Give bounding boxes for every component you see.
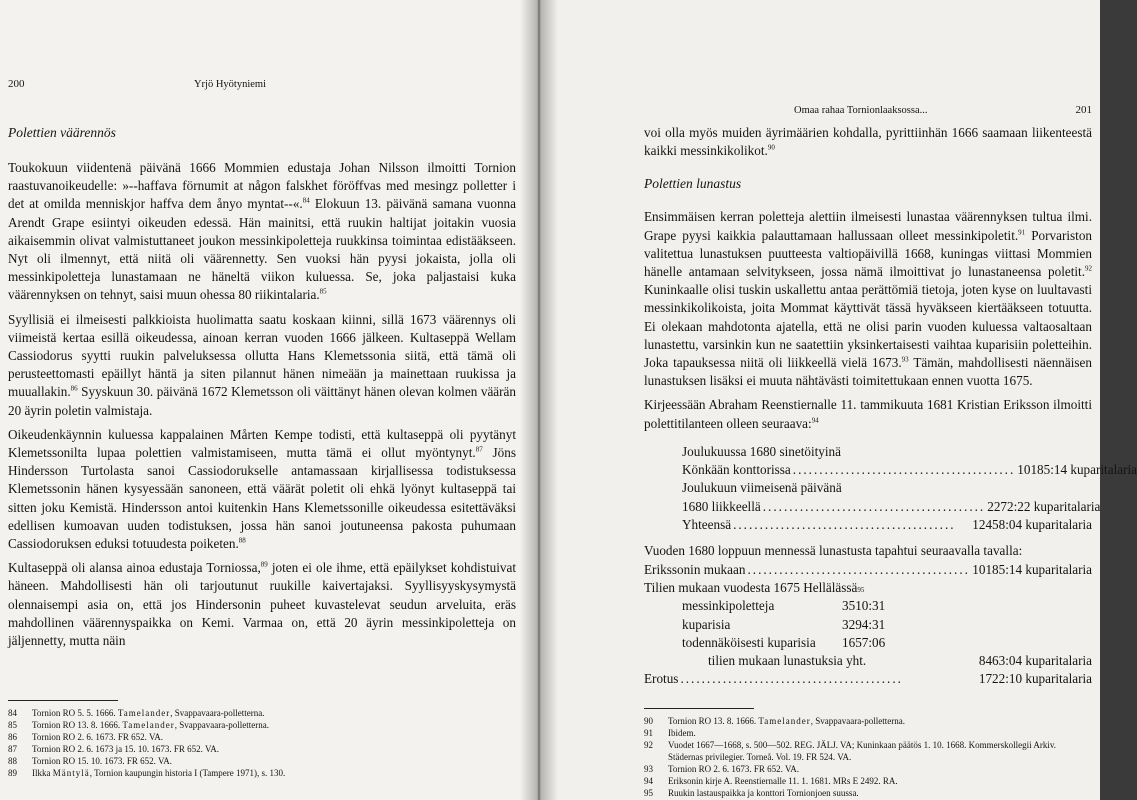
text-run: Elokuun 13. päivänä samana vuonna Arendt Grape esiintyi oikeuden edessä. Hän mainitsi, että ruukin haltijat joitakin vuosia aikaisemmin olivat valmistuttaneet joukon messinkipoletteja ruukkinsa toimintaa edistääkseen. Nyt oli ilmennyt, että niitä oli väärennetty. Sen vuoksi hän pyysi jokaista, jolla oli messinkipoletteja lunastamaan ne häneltä viikon kuluessa. Se, joka paljastaisi kuka väärennyksen on tehnyt, saisi muun ohessa 80 riikintalaria. [8, 196, 517, 303]
text-run: Tornion RO 2. 6. 1673. FR 652. VA. [668, 764, 800, 774]
footnote [644, 787, 1080, 799]
paragraph [644, 124, 1092, 160]
leader-dots: .......................................... [680, 671, 903, 687]
footnote-number: 88 [8, 756, 17, 766]
footnote-number: 94 [644, 776, 653, 786]
ledger-value: 10185:14 kuparitalaria [1017, 462, 1137, 478]
ledger-line [644, 670, 1092, 688]
ledger-label: tilien mukaan lunastuksia yht. [708, 653, 867, 669]
ledger-line [644, 461, 1137, 479]
leader-dots: .......................................... [762, 498, 986, 514]
footnote-number: 92 [644, 740, 653, 750]
footnote [8, 743, 516, 755]
ledger-2 [644, 542, 1092, 688]
text-run: , Tornion kaupungin historia I (Tampere 1971), s. 130. [89, 768, 286, 778]
ledger-line: Tilien mukaan vuodesta 1675 Hellälässä 95 [644, 579, 1092, 597]
text-run: Ruukin lastauspaikka ja konttori Tornionjoen suussa. [668, 788, 859, 798]
footnote-ref[interactable]: 89 [260, 560, 268, 569]
ledger-value: 3294:31 [842, 616, 886, 632]
footnote-ref[interactable]: 91 [1018, 228, 1026, 237]
footnote-number: 89 [8, 768, 17, 778]
ledger-line [644, 516, 1092, 534]
ledger-label: 1680 liikkeellä [682, 498, 761, 514]
text-run: Ibidem. [668, 728, 696, 738]
text-run: Tornion RO 13. 8. 1666. [32, 720, 123, 730]
footnote-ref[interactable]: 90 [767, 143, 775, 152]
footnote-text [668, 775, 898, 787]
footnote-number: 85 [8, 720, 17, 730]
footnote-ref[interactable]: 86 [70, 385, 78, 394]
left-page-number: 200 [8, 78, 25, 90]
text-run: Jöns Hindersson Turtolasta sanoi Cassiodorukselle antamassaan kirjallisessa todistuksessa Klemetssonin hänen kysyessään sanoneen, että väärät poletit oli ehkä lyönyt kultaseppä tai sitten joku Kemistä. Hindersson antoi kuitenkin Hans Klemetssonille oikeudessa esitettäväksi edellisen kumoavan uuden todistuksen, jossa hän sanoi joutuneensa pakosta puhumaan Cassiodoruksen eduksi totuudesta poiketen. [8, 445, 516, 552]
ledger-line [644, 542, 1092, 560]
right-page [538, 0, 1137, 800]
spaced-author-name: Mäntylä [52, 768, 90, 778]
ledger-label: Yhteensä [682, 517, 732, 533]
ledger-subrow [644, 597, 1092, 615]
left-section-title: Polettien väärennös [8, 125, 116, 140]
ledger-text: Vuoden 1680 loppuun mennessä lunastusta tapahtui seuraavalla tavalla: [644, 543, 1023, 559]
text-run: Ilkka [32, 768, 53, 778]
text-run: Eriksonin kirje A. Reenstiernalle 11. 1. 1681. MRs E 2492. RA. [668, 776, 898, 786]
spaced-author-name: Tamelander [122, 720, 175, 730]
right-page-number: 201 [1075, 104, 1092, 116]
footnote-number: 84 [8, 708, 17, 718]
footnote-number: 93 [644, 764, 653, 774]
text-run: Kirjeessään Abraham Reenstiernalle 11. tammikuuta 1681 Kristian Eriksson ilmoitti polettitilanteen olleen seuraava: [644, 397, 1092, 431]
ledger-value: 8463:04 kuparitalaria [978, 653, 1092, 669]
ledger-label: kuparisia [682, 616, 731, 632]
right-body-text [644, 208, 1092, 432]
right-lead-paragraph [644, 124, 1092, 160]
ledger-subrow [644, 634, 1092, 652]
footnote [644, 727, 1080, 739]
ledger-label: todennäköisesti kuparisia [682, 634, 816, 650]
footnote-text [668, 739, 1080, 763]
footnote-ref[interactable]: 88 [238, 536, 246, 545]
ledger-value: 3510:31 [842, 598, 886, 614]
text-run: Tämän, mahdollisesti näennäisen lunastuksen lisäksi ei muuta nähtävästi toimitettukaan ennen vuotta 1675. [644, 355, 1092, 389]
ledger-line [644, 652, 1092, 670]
footnote-text [32, 719, 269, 731]
left-page [0, 0, 538, 800]
footnote-number: 95 [644, 788, 653, 798]
text-run: Syyllisiä ei ilmeisesti palkkioista huolimatta saatu koskaan kiinni, sillä 1673 väärennys oli viimeistä kertaa esillä oikeudessa, ainoan kerran vuoden 1666 jälkeen. Kultaseppä Wellam Cassiodorus syytti ruukin palveluksessa ollutta Hans Klemetssonia siitä, että tämä oli perusteettomasti epäillyt häntä ja siten pilannut hänen nimeään ja mainettaan ruukissa ja muuallakin. [8, 311, 516, 400]
text-run: voi olla myös muiden äyrimäärien kohdalla, pyrittiinhän 1666 saamaan liikenteestä kaikki messinkikolikot. [644, 125, 1092, 159]
footnote-text [32, 755, 172, 767]
ledger-text: Joulukuussa 1680 sinetöityinä [682, 443, 841, 459]
paragraph [8, 559, 516, 650]
text-run: Kuninkaalle olisi tuskin uskallettu antaa perättömiä tietoja, joten kyse on luultavasti messinkikolikoista, joita Mommat käyttivät tässä hyväkseen kiertääkseen totuutta. Ei olekaan mahdotonta ajatella, että ne olisi parin vuoden kuluessa valtaosaltaan lunastettu, varsinkin kun ne saatettiin yksinkertaisesti vaihtaa kuparisiin poletteihin. Joka tapauksessa niitä oli liikkeellä vielä 1673. [644, 282, 1092, 371]
footnote [8, 767, 516, 779]
ledger-label: Könkään konttorissa [682, 462, 791, 478]
leader-dots: .......................................... [733, 517, 956, 533]
paragraph [8, 311, 516, 420]
ledger-line [644, 443, 1092, 461]
footnote [644, 739, 1080, 763]
leader-dots: .......................................... [747, 561, 970, 577]
left-running-title: Yrjö Hyötyniemi [193, 79, 266, 90]
ledger-value: 12458:04 kuparitalaria [972, 517, 1092, 533]
spaced-author-name: Tamelander [758, 716, 811, 726]
text-run: Ensimmäisen kerran poletteja alettiin ilmeisesti lunastaa väärennyksen tultua ilmi. Grape pyysi kaikkia palauttamaan hallussaan olleet messinkipoletit. [644, 209, 1092, 243]
ledger-label: Erotus [644, 671, 679, 687]
footnote-rule [8, 700, 118, 701]
text-run: , Svappavaara-polletterna. [810, 716, 905, 726]
text-run: Tornion RO 15. 10. 1673. FR 652. VA. [32, 756, 173, 766]
ledger-value: 10185:14 kuparitalaria [972, 561, 1092, 577]
ledger-1 [644, 443, 1137, 534]
left-footnotes [8, 700, 516, 779]
ledger-line [644, 498, 1101, 516]
footnote-ref[interactable]: 84 [302, 197, 310, 206]
left-body-text [8, 159, 516, 650]
ledger-value: 2272:22 kuparitalaria [987, 498, 1101, 514]
footnote [8, 731, 516, 743]
ledger-line [644, 561, 1092, 579]
footnote-text [668, 715, 905, 727]
text-run: , Svappavaara-polletterna. [170, 708, 265, 718]
text-run: Kultaseppä oli alansa ainoa edustaja Torniossa, [8, 560, 261, 576]
text-run: Oikeudenkäynnin kuluessa kappalainen Mårten Kempe todisti, että kultaseppä oli pyytänyt Klemetssonilta lupaa polettien valmistamiseen, mutta tämä ei ollut myöntynyt. [8, 426, 516, 461]
text-run: Porvariston valitettua lunastuksen puutteesta valtiopäivillä 1668, kuningas viittasi Mommien hänelle antamaan selvitykseen, jossa nämä ilmoittivat jo lunastaneensa poletit. [644, 227, 1093, 280]
footnote-number: 86 [8, 732, 17, 742]
ledger-subrow [644, 616, 1092, 634]
paragraph [644, 208, 1092, 390]
text-run: Tornion RO 13. 8. 1666. [668, 716, 759, 726]
footnote [8, 755, 516, 767]
paragraph [8, 159, 516, 305]
text-run: Tornion RO 2. 6. 1673. FR 652. VA. [32, 732, 164, 742]
paragraph [644, 396, 1092, 432]
text-run: joten ei ole ihme, että epäilykset kohdistuivat häneen. Mahdollisesti hän oli tarjoutunut ruukille kaivertajaksi. Syyllisyyskysymystä olennaisempi asia on, että jos Hindersonin puheet kuvastelevat seudun arveluita, eräs mahdollinen väärennyspaikka on Kemi. Varmaa on, että 20 äyrin messinkipoletteja on jäljennetty, mutta näin [8, 560, 516, 649]
text-run: Syyskuun 30. päivänä 1672 Klemetsson oli väittänyt hänen olevan kolmen väärän 20 äyrin poletin valmistaja. [8, 384, 516, 418]
footnote [644, 763, 1080, 775]
right-running-title: Omaa rahaa Tornionlaaksossa... [794, 105, 928, 116]
paragraph [8, 426, 516, 553]
footnote-ref[interactable]: 87 [475, 445, 483, 454]
footnote-ref[interactable]: 85 [319, 288, 327, 297]
footnote-text [668, 787, 859, 799]
footnote [8, 707, 516, 719]
left-running-head [8, 78, 516, 90]
ledger-value: 1722:10 kuparitalaria [978, 671, 1092, 687]
footnote-ref[interactable]: 93 [901, 355, 909, 364]
footnote-text [32, 707, 264, 719]
text-run: Tornion RO 2. 6. 1673 ja 15. 10. 1673. FR 652. VA. [32, 744, 220, 754]
ledger-text: Joulukuun viimeisenä päivänä [682, 480, 842, 496]
right-footnotes [644, 708, 1080, 799]
footnote-number: 90 [644, 716, 653, 726]
leader-dots: .......................................... [792, 462, 1016, 478]
footnote-text [32, 743, 219, 755]
footnote-rule [644, 708, 754, 709]
text-run: Toukokuun viidentenä päivänä 1666 Mommien edustaja Johan Nilsson ilmoitti Tornion raastuvanoikeudelle: »--haffava förnumit at någon falskhet föröffvas med mesingz polletter i det at omilda menniskjor haffva dem ånyo myntat--«. [8, 160, 516, 212]
footnote-text [32, 731, 163, 743]
spaced-author-name: Tamelander [117, 708, 171, 718]
footnote-number: 91 [644, 728, 653, 738]
footnote-text [668, 727, 696, 739]
footnote-text [32, 767, 285, 779]
ledger-line [644, 479, 1092, 497]
footnote-text [668, 763, 799, 775]
ledger-label: messinkipoletteja [682, 598, 775, 614]
footnote-ref[interactable]: 92 [1085, 264, 1092, 273]
footnote [8, 719, 516, 731]
footnote [644, 775, 1080, 787]
text-run: , Svappavaara-polletterna. [174, 720, 269, 730]
ledger-label: Erikssonin mukaan [644, 561, 746, 577]
text-run: Vuodet 1667—1668, s. 500—502. REG. JÄLJ. VA; Kuninkaan päätös 1. 10. 1668. Kommerskollegii Arkiv. Städernas privilegier. Torneå. Vol. 19. FR 524. VA. [668, 740, 1057, 762]
ledger-value: 1657:06 [842, 634, 886, 650]
ledger-label: Tilien mukaan vuodesta 1675 Hellälässä [644, 579, 858, 595]
footnote-ref[interactable]: 94 [811, 416, 819, 425]
footnote [644, 715, 1080, 727]
text-run: Tornion RO 5. 5. 1666. [32, 708, 118, 718]
footnote-number: 87 [8, 744, 17, 754]
right-running-head [644, 90, 1092, 116]
right-section-title: Polettien lunastus [644, 176, 742, 192]
